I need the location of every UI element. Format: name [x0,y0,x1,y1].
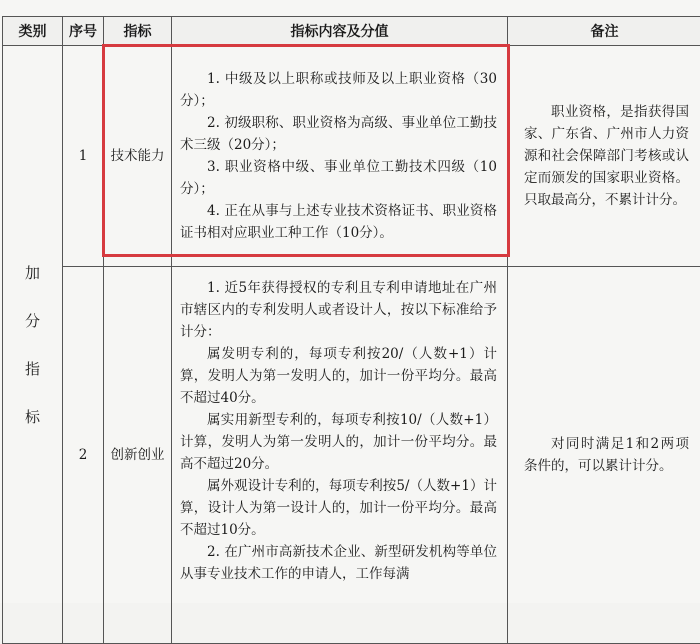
content-item: 属发明专利的，每项专利按20/（人数+1）计算，发明人为第一发明人的，加计一份平均分。最高不超过40分。 [180,343,497,409]
category-char: 加 [25,262,40,284]
table-row [3,267,700,644]
remark-text: 对同时满足1和2两项条件的，可以累计计分。 [524,433,689,477]
category-char: 分 [25,310,40,332]
indicator-content [172,267,508,644]
content-item: 2. 初级职称、职业资格为高级、事业单位工勤技术三级（20分）； [180,112,497,156]
header-content: 指标内容及分值 [172,17,508,46]
category-char: 指 [25,358,40,380]
content-item: 1. 中级及以上职称或技师及以上职业资格（30分）； [180,68,497,112]
header-category: 类别 [3,17,63,46]
row-number: 2 [63,267,104,644]
row-number: 1 [63,46,104,267]
header-indicator: 指标 [104,17,172,46]
content-item: 属外观设计专利的，每项专利按5/（人数+1）计算，设计人为第一设计人的，加计一份平均分。最高不超过10分。 [180,475,497,541]
remark-cell [508,46,700,267]
table-row [3,46,700,267]
scoring-table [2,16,700,644]
content-item: 属实用新型专利的，每项专利按10/（人数+1）计算，发明人为第一发明人的，加计一份平均分。最高不超过20分。 [180,409,497,475]
content-item: 2. 在广州市高新技术企业、新型研发机构等单位从事专业技术工作的申请人，工作每满 [180,541,497,585]
indicator-name: 创新创业 [104,267,172,644]
content-item: 4. 正在从事与上述专业技术资格证书、职业资格证书相对应职业工种工作（10分）。 [180,200,497,244]
remark-cell [508,267,700,644]
indicator-content [172,46,508,267]
table-header-row [3,17,700,46]
indicator-name: 技术能力 [104,46,172,267]
category-cell [3,46,63,644]
remark-text: 职业资格，是指获得国家、广东省、广州市人力资源和社会保障部门考核或认定而颁发的国家职业资格。只取最高分，不累计计分。 [524,101,689,211]
header-remarks: 备注 [508,17,700,46]
header-number: 序号 [63,17,104,46]
content-item: 1. 近5年获得授权的专利且专利申请地址在广州市辖区内的专利发明人或者设计人，按以下标准给予计分： [180,277,497,343]
category-char: 标 [25,406,40,428]
content-item: 3. 职业资格中级、事业单位工勤技术四级（10分）； [180,156,497,200]
